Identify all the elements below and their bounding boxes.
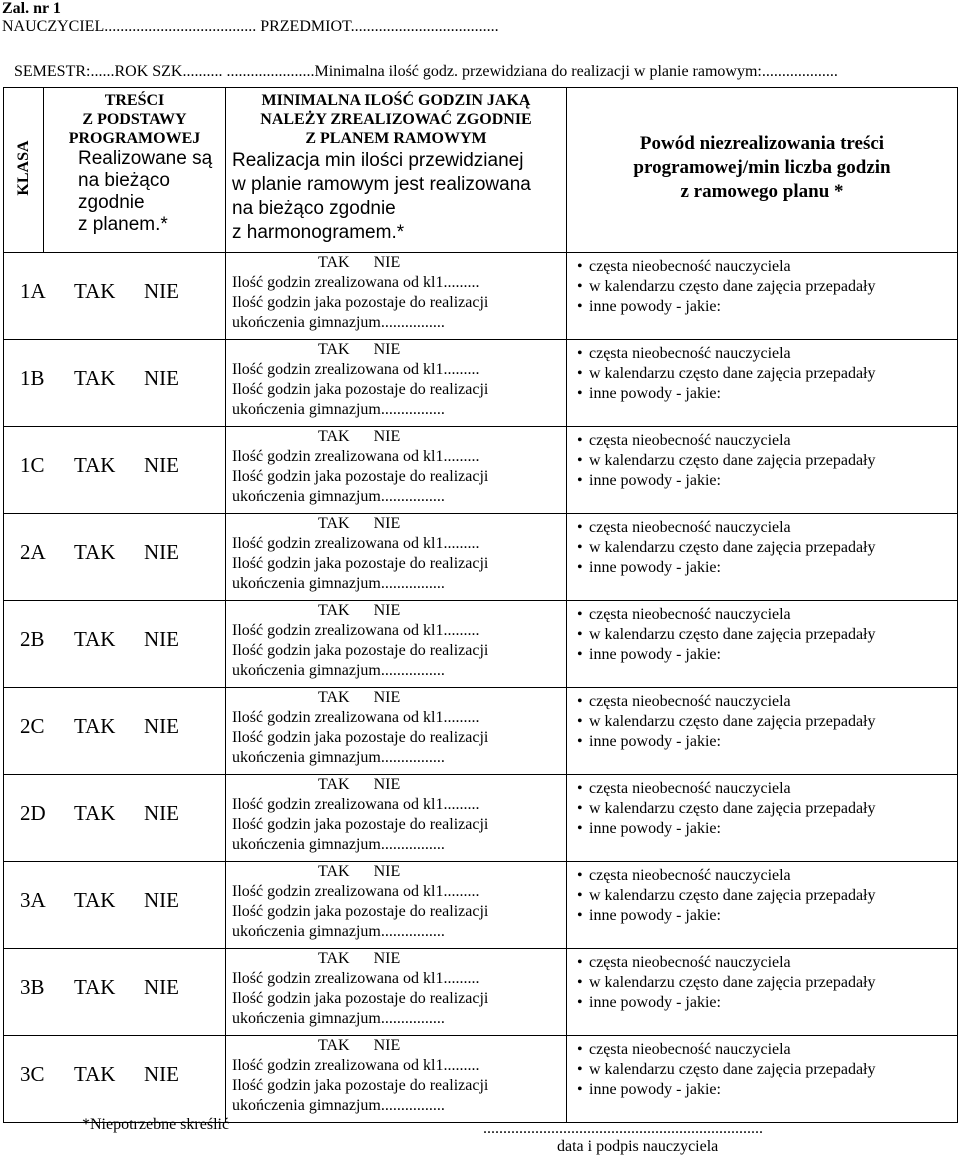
hours-realized-field[interactable]: Ilość godzin zrealizowana od kl1......... bbox=[232, 274, 480, 291]
report-table bbox=[3, 87, 958, 1123]
class-row bbox=[4, 949, 958, 1036]
hours-remaining-field[interactable]: ukończenia gimnazjum................ bbox=[232, 401, 445, 418]
hours-tak-option[interactable]: TAK bbox=[318, 689, 350, 706]
class-row bbox=[4, 340, 958, 427]
reason-teacher-absence[interactable]: • częsta nieobecność nauczyciela bbox=[577, 257, 957, 277]
powod-header-cell bbox=[567, 88, 958, 253]
class-name: 2B bbox=[20, 627, 45, 651]
reasons-cell bbox=[567, 253, 958, 340]
hours-realized-field[interactable]: Ilość godzin zrealizowana od kl1......... bbox=[232, 448, 480, 465]
hours-nie-option[interactable]: NIE bbox=[373, 863, 401, 880]
reasons-cell bbox=[567, 688, 958, 775]
reason-calendar[interactable]: • w kalendarzu często dane zajęcia przepadały bbox=[577, 886, 957, 906]
hours-realized-field[interactable]: Ilość godzin zrealizowana od kl1......... bbox=[232, 622, 480, 639]
hours-remaining-label: Ilość godzin jaka pozostaje do realizacji bbox=[232, 729, 489, 746]
class-row bbox=[4, 601, 958, 688]
hours-remaining-label: Ilość godzin jaka pozostaje do realizacji bbox=[232, 468, 489, 485]
hours-remaining-label: Ilość godzin jaka pozostaje do realizacji bbox=[232, 642, 489, 659]
footnote: *Niepotrzebne skreślić bbox=[82, 1116, 230, 1133]
reason-teacher-absence[interactable]: • częsta nieobecność nauczyciela bbox=[577, 431, 957, 451]
reason-teacher-absence[interactable]: • częsta nieobecność nauczyciela bbox=[577, 518, 957, 538]
reason-calendar[interactable]: • w kalendarzu często dane zajęcia przepadały bbox=[577, 364, 957, 384]
hours-nie-option[interactable]: NIE bbox=[373, 602, 401, 619]
hours-remaining-field[interactable]: ukończenia gimnazjum................ bbox=[232, 749, 445, 766]
tresci-nie-option[interactable]: NIE bbox=[144, 1062, 179, 1086]
hours-tak-option[interactable]: TAK bbox=[318, 428, 350, 445]
tresci-body-3: zgodnie bbox=[78, 192, 145, 213]
powod-title bbox=[567, 132, 957, 204]
hours-cell bbox=[226, 949, 567, 1036]
hours-cell bbox=[226, 514, 567, 601]
hours-remaining-label: Ilość godzin jaka pozostaje do realizacji bbox=[232, 990, 489, 1007]
reason-teacher-absence[interactable]: • częsta nieobecność nauczyciela bbox=[577, 1040, 957, 1060]
reasons-cell bbox=[567, 514, 958, 601]
hours-remaining-label: Ilość godzin jaka pozostaje do realizacji bbox=[232, 555, 489, 572]
minimalna-title-2: NALEŻY ZREALIZOWAĆ ZGODNIE bbox=[260, 111, 532, 128]
reasons-cell bbox=[567, 949, 958, 1036]
powod-title-2: programowej/min liczba godzin bbox=[633, 157, 891, 178]
tresci-title-3: PROGRAMOWEJ bbox=[68, 130, 201, 147]
reason-calendar[interactable]: • w kalendarzu często dane zajęcia przepadały bbox=[577, 451, 957, 471]
hours-cell bbox=[226, 1036, 567, 1123]
class-name: 2D bbox=[20, 801, 46, 825]
tresci-tak-option[interactable]: TAK bbox=[74, 714, 116, 738]
tresci-nie-option[interactable]: NIE bbox=[144, 540, 179, 564]
reasons-cell bbox=[567, 601, 958, 688]
hours-remaining-label: Ilość godzin jaka pozostaje do realizacji bbox=[232, 816, 489, 833]
tresci-header-cell bbox=[44, 88, 226, 253]
reason-calendar[interactable]: • w kalendarzu często dane zajęcia przepadały bbox=[577, 799, 957, 819]
tresci-nie-option[interactable]: NIE bbox=[144, 279, 179, 303]
hours-cell bbox=[226, 253, 567, 340]
hours-remaining-label: Ilość godzin jaka pozostaje do realizacji bbox=[232, 1077, 489, 1094]
hours-cell bbox=[226, 427, 567, 514]
minimalna-title-1: MINIMALNA ILOŚĆ GODZIN JAKĄ bbox=[261, 92, 531, 109]
hours-realized-field[interactable]: Ilość godzin zrealizowana od kl1......... bbox=[232, 1057, 480, 1074]
hours-realized-field[interactable]: Ilość godzin zrealizowana od kl1......... bbox=[232, 361, 480, 378]
tresci-tak-option[interactable]: TAK bbox=[74, 801, 116, 825]
hours-tak-option[interactable]: TAK bbox=[318, 863, 350, 880]
class-row bbox=[4, 427, 958, 514]
hours-realized-field[interactable]: Ilość godzin zrealizowana od kl1......... bbox=[232, 709, 480, 726]
reason-calendar[interactable]: • w kalendarzu często dane zajęcia przepadały bbox=[577, 625, 957, 645]
class-cell bbox=[4, 688, 226, 775]
class-name: 3C bbox=[20, 1062, 45, 1086]
reasons-list bbox=[577, 779, 957, 839]
hours-nie-option[interactable]: NIE bbox=[373, 254, 401, 271]
reasons-list bbox=[577, 692, 957, 752]
signature-caption: data i podpis nauczyciela bbox=[557, 1138, 719, 1155]
hours-tak-option[interactable]: TAK bbox=[318, 950, 350, 967]
reason-other[interactable]: • inne powody - jakie: bbox=[577, 645, 957, 665]
minimalna-body-2: w planie ramowym jest realizowana bbox=[232, 174, 531, 195]
reason-other[interactable]: • inne powody - jakie: bbox=[577, 732, 957, 752]
reasons-list bbox=[577, 518, 957, 578]
reason-calendar[interactable]: • w kalendarzu często dane zajęcia przepadały bbox=[577, 973, 957, 993]
class-row bbox=[4, 253, 958, 340]
reasons-list bbox=[577, 953, 957, 1013]
tresci-tak-option[interactable]: TAK bbox=[74, 1062, 116, 1086]
klasa-header-cell bbox=[4, 88, 44, 253]
class-cell bbox=[4, 340, 226, 427]
reasons-list bbox=[577, 866, 957, 926]
tresci-nie-option[interactable]: NIE bbox=[144, 627, 179, 651]
hours-cell bbox=[226, 688, 567, 775]
tresci-body-4: z planem.* bbox=[78, 214, 168, 235]
reason-teacher-absence[interactable]: • częsta nieobecność nauczyciela bbox=[577, 953, 957, 973]
reason-teacher-absence[interactable]: • częsta nieobecność nauczyciela bbox=[577, 692, 957, 712]
reasons-list bbox=[577, 257, 957, 317]
hours-remaining-field[interactable]: ukończenia gimnazjum................ bbox=[232, 1010, 445, 1027]
reason-other[interactable]: • inne powody - jakie: bbox=[577, 993, 957, 1013]
reasons-list bbox=[577, 431, 957, 491]
minimalna-body-3: na bieżąco zgodnie bbox=[232, 198, 396, 219]
minimalna-header-cell bbox=[226, 88, 567, 253]
reason-calendar[interactable]: • w kalendarzu często dane zajęcia przepadały bbox=[577, 277, 957, 297]
hours-tak-option[interactable]: TAK bbox=[318, 1037, 350, 1054]
hours-remaining-label: Ilość godzin jaka pozostaje do realizacji bbox=[232, 381, 489, 398]
tresci-tak-option[interactable]: TAK bbox=[74, 366, 116, 390]
klasa-header: KLASA bbox=[14, 140, 32, 196]
reasons-cell bbox=[567, 862, 958, 949]
reason-calendar[interactable]: • w kalendarzu często dane zajęcia przepadały bbox=[577, 538, 957, 558]
reason-teacher-absence[interactable]: • częsta nieobecność nauczyciela bbox=[577, 779, 957, 799]
class-row bbox=[4, 688, 958, 775]
reason-teacher-absence[interactable]: • częsta nieobecność nauczyciela bbox=[577, 344, 957, 364]
minimalna-title-3: Z PLANEM RAMOWYM bbox=[305, 130, 487, 147]
class-name: 1A bbox=[20, 279, 46, 303]
class-cell bbox=[4, 862, 226, 949]
reasons-cell bbox=[567, 1036, 958, 1123]
tresci-tak-option[interactable]: TAK bbox=[74, 279, 116, 303]
reasons-list bbox=[577, 344, 957, 404]
reasons-list bbox=[577, 605, 957, 665]
tresci-title-1: TREŚCI bbox=[104, 92, 165, 109]
teacher-subject-line: NAUCZYCIEL...................................... PRZEDMIOT..................................... bbox=[2, 18, 499, 35]
reason-other[interactable]: • inne powody - jakie: bbox=[577, 297, 957, 317]
hours-realized-field[interactable]: Ilość godzin zrealizowana od kl1......... bbox=[232, 970, 480, 987]
hours-remaining-label: Ilość godzin jaka pozostaje do realizacji bbox=[232, 294, 489, 311]
class-cell bbox=[4, 601, 226, 688]
tresci-body-1: Realizowane są bbox=[78, 148, 213, 169]
semester-line: SEMESTR:......ROK SZK.......... ......................Minimalna ilość godz. przewidziana do realizacji w planie ramowym:................... bbox=[14, 63, 838, 80]
class-name: 3A bbox=[20, 888, 46, 912]
hours-tak-option[interactable]: TAK bbox=[318, 515, 350, 532]
minimalna-body-4: z harmonogramem.* bbox=[232, 222, 405, 243]
class-cell bbox=[4, 1036, 226, 1123]
reason-other[interactable]: • inne powody - jakie: bbox=[577, 558, 957, 578]
hours-remaining-field[interactable]: ukończenia gimnazjum................ bbox=[232, 314, 445, 331]
class-name: 3B bbox=[20, 975, 45, 999]
hours-nie-option[interactable]: NIE bbox=[373, 776, 401, 793]
tresci-tak-option[interactable]: TAK bbox=[74, 540, 116, 564]
signature-line: ...................................................................... bbox=[483, 1120, 763, 1137]
hours-remaining-field[interactable]: ukończenia gimnazjum................ bbox=[232, 662, 445, 679]
tresci-tak-option[interactable]: TAK bbox=[74, 975, 116, 999]
class-row bbox=[4, 862, 958, 949]
table-header-row bbox=[4, 88, 958, 253]
hours-tak-option[interactable]: TAK bbox=[318, 254, 350, 271]
class-row bbox=[4, 1036, 958, 1123]
hours-tak-option[interactable]: TAK bbox=[318, 341, 350, 358]
class-name: 1B bbox=[20, 366, 45, 390]
class-name: 2C bbox=[20, 714, 45, 738]
class-row bbox=[4, 775, 958, 862]
hours-remaining-label: Ilość godzin jaka pozostaje do realizacji bbox=[232, 903, 489, 920]
hours-cell bbox=[226, 340, 567, 427]
hours-nie-option[interactable]: NIE bbox=[373, 1037, 401, 1054]
powod-title-3: z ramowego planu * bbox=[680, 181, 844, 202]
tresci-tak-option[interactable]: TAK bbox=[74, 888, 116, 912]
class-cell bbox=[4, 775, 226, 862]
tresci-nie-option[interactable]: NIE bbox=[144, 975, 179, 999]
hours-remaining-field[interactable]: ukończenia gimnazjum................ bbox=[232, 923, 445, 940]
class-name: 2A bbox=[20, 540, 46, 564]
reason-other[interactable]: • inne powody - jakie: bbox=[577, 819, 957, 839]
tresci-nie-option[interactable]: NIE bbox=[144, 453, 179, 477]
tresci-tak-option[interactable]: TAK bbox=[74, 627, 116, 651]
hours-remaining-field[interactable]: ukończenia gimnazjum................ bbox=[232, 488, 445, 505]
class-name: 1C bbox=[20, 453, 45, 477]
reasons-list bbox=[577, 1040, 957, 1100]
minimalna-body-1: Realizacja min ilości przewidzianej bbox=[232, 150, 524, 171]
reasons-cell bbox=[567, 775, 958, 862]
hours-nie-option[interactable]: NIE bbox=[373, 341, 401, 358]
class-cell bbox=[4, 514, 226, 601]
reason-other[interactable]: • inne powody - jakie: bbox=[577, 471, 957, 491]
reasons-cell bbox=[567, 427, 958, 514]
hours-cell bbox=[226, 862, 567, 949]
tresci-body-2: na bieżąco bbox=[78, 170, 170, 191]
hours-realized-field[interactable]: Ilość godzin zrealizowana od kl1......... bbox=[232, 796, 480, 813]
class-cell bbox=[4, 427, 226, 514]
hours-remaining-field[interactable]: ukończenia gimnazjum................ bbox=[232, 836, 445, 853]
hours-nie-option[interactable]: NIE bbox=[373, 689, 401, 706]
hours-tak-option[interactable]: TAK bbox=[318, 776, 350, 793]
class-cell bbox=[4, 253, 226, 340]
attachment-number: Zal. nr 1 bbox=[2, 0, 61, 17]
hours-nie-option[interactable]: NIE bbox=[373, 515, 401, 532]
hours-remaining-field[interactable]: ukończenia gimnazjum................ bbox=[232, 1097, 445, 1114]
hours-realized-field[interactable]: Ilość godzin zrealizowana od kl1......... bbox=[232, 883, 480, 900]
tresci-nie-option[interactable]: NIE bbox=[144, 801, 179, 825]
hours-cell bbox=[226, 601, 567, 688]
reason-other[interactable]: • inne powody - jakie: bbox=[577, 1080, 957, 1100]
hours-tak-option[interactable]: TAK bbox=[318, 602, 350, 619]
reason-other[interactable]: • inne powody - jakie: bbox=[577, 384, 957, 404]
tresci-tak-option[interactable]: TAK bbox=[74, 453, 116, 477]
tresci-nie-option[interactable]: NIE bbox=[144, 366, 179, 390]
tresci-title-2: Z PODSTAWY bbox=[82, 111, 187, 128]
tresci-nie-option[interactable]: NIE bbox=[144, 714, 179, 738]
class-row bbox=[4, 514, 958, 601]
hours-realized-field[interactable]: Ilość godzin zrealizowana od kl1......... bbox=[232, 535, 480, 552]
reason-calendar[interactable]: • w kalendarzu często dane zajęcia przepadały bbox=[577, 1060, 957, 1080]
reasons-cell bbox=[567, 340, 958, 427]
reason-teacher-absence[interactable]: • częsta nieobecność nauczyciela bbox=[577, 866, 957, 886]
reason-teacher-absence[interactable]: • częsta nieobecność nauczyciela bbox=[577, 605, 957, 625]
class-cell bbox=[4, 949, 226, 1036]
powod-title-1: Powód niezrealizowania treści bbox=[639, 133, 885, 154]
hours-nie-option[interactable]: NIE bbox=[373, 950, 401, 967]
hours-remaining-field[interactable]: ukończenia gimnazjum................ bbox=[232, 575, 445, 592]
hours-cell bbox=[226, 775, 567, 862]
hours-nie-option[interactable]: NIE bbox=[373, 428, 401, 445]
tresci-nie-option[interactable]: NIE bbox=[144, 888, 179, 912]
reason-other[interactable]: • inne powody - jakie: bbox=[577, 906, 957, 926]
reason-calendar[interactable]: • w kalendarzu często dane zajęcia przepadały bbox=[577, 712, 957, 732]
